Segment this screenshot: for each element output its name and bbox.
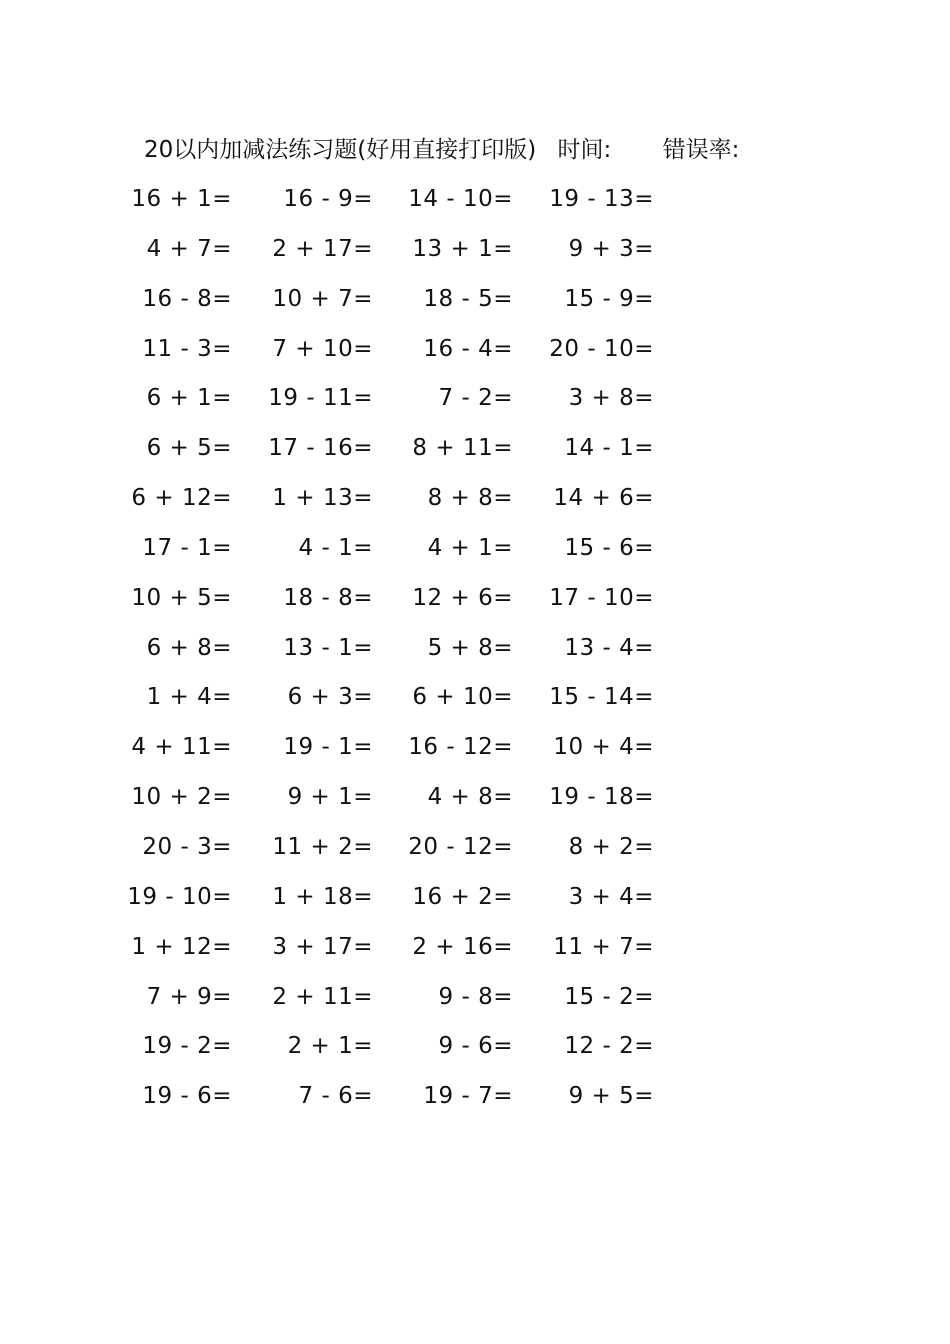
problem-row	[0, 332, 950, 382]
problem-item: 18 - 8=	[283, 584, 373, 611]
problem-item: 2 + 16=	[412, 933, 513, 960]
problem-item: 5 + 8=	[427, 634, 513, 661]
problem-item: 16 + 2=	[412, 883, 513, 910]
worksheet-header	[144, 133, 739, 167]
problem-row	[0, 1029, 950, 1079]
problem-item: 14 - 10=	[408, 186, 513, 212]
error-rate-label: 错误率:	[662, 137, 740, 163]
problem-item: 4 + 1=	[427, 534, 513, 561]
problem-item: 20 - 12=	[408, 833, 513, 860]
problem-row	[0, 381, 950, 431]
problem-item: 4 + 7=	[146, 235, 232, 262]
problem-row	[0, 431, 950, 481]
problem-item: 6 + 12=	[131, 485, 232, 512]
problem-item: 12 - 2=	[564, 1033, 654, 1060]
problem-item: 4 + 11=	[131, 734, 232, 761]
problem-item: 1 + 13=	[272, 485, 373, 512]
problem-item: 6 + 1=	[146, 385, 232, 412]
problem-item: 19 - 13=	[549, 186, 654, 212]
problem-item: 17 - 10=	[549, 584, 654, 611]
problem-item: 19 - 6=	[142, 1083, 232, 1110]
problem-item: 19 - 11=	[268, 385, 373, 412]
problem-item: 6 + 5=	[146, 435, 232, 462]
problem-item: 16 - 12=	[408, 734, 513, 761]
problem-item: 10 + 7=	[272, 285, 373, 312]
problem-item: 9 - 8=	[438, 983, 513, 1010]
problem-item: 4 - 1=	[298, 534, 373, 561]
problem-item: 15 - 14=	[549, 684, 654, 711]
problem-item: 6 + 8=	[146, 634, 232, 661]
problem-item: 15 - 6=	[564, 534, 654, 561]
problem-item: 7 + 9=	[146, 983, 232, 1010]
problem-item: 6 + 10=	[412, 684, 513, 711]
problem-item: 2 + 1=	[287, 1033, 373, 1060]
problem-item: 1 + 12=	[131, 933, 232, 960]
problem-item: 13 - 4=	[564, 634, 654, 661]
problem-item: 20 - 3=	[142, 833, 232, 860]
worksheet-title: 20以内加减法练习题(好用直接打印版)	[144, 137, 537, 163]
problem-item: 11 + 2=	[272, 833, 373, 860]
problem-item: 16 - 4=	[423, 335, 513, 362]
problem-item: 20 - 10=	[549, 335, 654, 362]
problem-item: 2 + 11=	[272, 983, 373, 1010]
problem-row	[0, 980, 950, 1030]
problem-item: 14 - 1=	[564, 435, 654, 462]
problem-row	[0, 282, 950, 332]
problem-item: 11 + 7=	[553, 933, 654, 960]
time-label: 时间:	[557, 137, 612, 163]
problem-item: 9 + 1=	[287, 784, 373, 811]
problem-item: 8 + 2=	[568, 833, 654, 860]
problem-row	[0, 680, 950, 730]
problem-row	[0, 780, 950, 830]
problem-item: 14 + 6=	[553, 485, 654, 512]
problem-item: 16 - 9=	[283, 186, 373, 212]
problem-item: 7 - 6=	[298, 1083, 373, 1110]
problem-item: 10 + 4=	[553, 734, 654, 761]
problem-item: 3 + 8=	[568, 385, 654, 412]
problem-item: 10 + 2=	[131, 784, 232, 811]
problem-item: 3 + 17=	[272, 933, 373, 960]
problem-item: 6 + 3=	[287, 684, 373, 711]
problem-item: 11 - 3=	[142, 335, 232, 362]
problem-item: 12 + 6=	[412, 584, 513, 611]
problem-item: 8 + 11=	[412, 435, 513, 462]
problem-item: 2 + 17=	[272, 235, 373, 262]
problem-row	[0, 730, 950, 780]
problem-item: 19 - 1=	[283, 734, 373, 761]
problem-item: 4 + 8=	[427, 784, 513, 811]
problem-item: 17 - 16=	[268, 435, 373, 462]
problem-row	[0, 182, 950, 232]
problem-item: 15 - 2=	[564, 983, 654, 1010]
problem-row	[0, 830, 950, 880]
problem-item: 19 - 2=	[142, 1033, 232, 1060]
problem-row	[0, 1079, 950, 1129]
problem-grid	[0, 182, 950, 1129]
problem-item: 13 + 1=	[412, 235, 513, 262]
problem-item: 13 - 1=	[283, 634, 373, 661]
problem-item: 9 - 6=	[438, 1033, 513, 1060]
problem-item: 9 + 5=	[568, 1083, 654, 1110]
problem-item: 18 - 5=	[423, 285, 513, 312]
problem-item: 19 - 10=	[127, 883, 232, 910]
problem-row	[0, 531, 950, 581]
problem-item: 15 - 9=	[564, 285, 654, 312]
problem-item: 16 - 8=	[142, 285, 232, 312]
problem-row	[0, 930, 950, 980]
problem-item: 3 + 4=	[568, 883, 654, 910]
problem-row	[0, 880, 950, 930]
problem-item: 10 + 5=	[131, 584, 232, 611]
problem-item: 19 - 18=	[549, 784, 654, 811]
problem-item: 9 + 3=	[568, 235, 654, 262]
problem-item: 19 - 7=	[423, 1083, 513, 1110]
problem-item: 17 - 1=	[142, 534, 232, 561]
problem-row	[0, 232, 950, 282]
problem-row	[0, 581, 950, 631]
problem-item: 1 + 4=	[146, 684, 232, 711]
problem-item: 16 + 1=	[131, 186, 232, 212]
problem-item: 1 + 18=	[272, 883, 373, 910]
problem-row	[0, 481, 950, 531]
problem-item: 7 - 2=	[438, 385, 513, 412]
problem-item: 8 + 8=	[427, 485, 513, 512]
problem-row	[0, 631, 950, 681]
problem-item: 7 + 10=	[272, 335, 373, 362]
